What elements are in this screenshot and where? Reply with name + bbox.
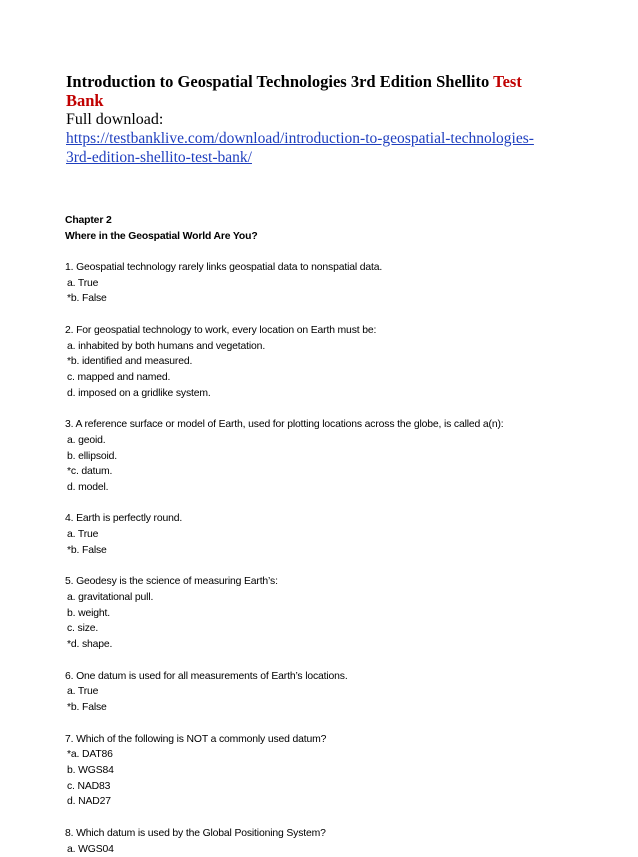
- answer-option: *b. False: [67, 293, 107, 305]
- question-text: 2. For geospatial technology to work, every location on Earth must be:: [65, 324, 377, 336]
- title-main: Introduction to Geospatial Technologies 3rd Edition Shellito: [66, 72, 494, 91]
- document-header: [66, 72, 556, 167]
- answer-option: a. True: [67, 277, 99, 289]
- answer-option: a. geoid.: [67, 434, 106, 446]
- question-text: 4. Earth is perfectly round.: [65, 513, 183, 525]
- answer-option: a. True: [67, 529, 99, 541]
- question-text: 3. A reference surface or model of Earth, used for plotting locations across the globe, is called a(n):: [65, 419, 504, 431]
- question-text: 7. Which of the following is NOT a commonly used datum?: [65, 733, 327, 745]
- answer-option: d. model.: [67, 481, 109, 493]
- answer-option: b. weight.: [67, 607, 110, 619]
- question-item: [65, 732, 585, 811]
- question-item: [65, 669, 585, 716]
- answer-option: c. size.: [67, 623, 99, 635]
- question-text: 6. One datum is used for all measurements of Earth’s locations.: [65, 670, 348, 682]
- chapter-title: Where in the Geospatial World Are You?: [65, 230, 258, 242]
- question-item: [65, 260, 585, 307]
- answer-option: c. mapped and named.: [67, 371, 171, 383]
- answer-option: *c. datum.: [67, 466, 113, 478]
- answer-option: *b. False: [67, 544, 107, 556]
- question-item: [65, 323, 585, 402]
- answer-option: d. NAD27: [67, 796, 111, 808]
- answer-option: a. gravitational pull.: [67, 592, 154, 604]
- answer-option: a. True: [67, 686, 99, 698]
- answer-option: *d. shape.: [67, 639, 113, 651]
- question-text: 8. Which datum is used by the Global Positioning System?: [65, 827, 326, 839]
- download-link[interactable]: https://testbanklive.com/download/introduction-to-geospatial-technologies-3rd-edition-shellito-test-bank/: [66, 130, 534, 166]
- download-label: Full download:: [66, 111, 164, 128]
- question-text: 1. Geospatial technology rarely links geospatial data to nonspatial data.: [65, 261, 383, 273]
- question-item: [65, 574, 585, 653]
- answer-option: *a. DAT86: [67, 749, 113, 761]
- answer-option: *b. identified and measured.: [67, 356, 193, 368]
- answer-option: *b. False: [67, 702, 107, 714]
- answer-option: d. imposed on a gridlike system.: [67, 387, 211, 399]
- chapter-number: Chapter 2: [65, 215, 112, 226]
- answer-option: a. WGS04: [67, 843, 114, 855]
- question-item: [65, 826, 585, 857]
- answer-option: a. inhabited by both humans and vegetation.: [67, 340, 266, 352]
- question-item: [65, 417, 585, 496]
- answer-option: b. WGS84: [67, 764, 114, 776]
- document-title: [66, 72, 556, 110]
- answer-option: b. ellipsoid.: [67, 450, 118, 462]
- answer-option: c. NAD83: [67, 780, 111, 792]
- question-item: [65, 511, 585, 558]
- title-test-bank: Test Bank: [66, 72, 522, 110]
- test-bank-content: [65, 213, 585, 857]
- question-text: 5. Geodesy is the science of measuring Earth’s:: [65, 576, 278, 588]
- question-list: [65, 260, 585, 857]
